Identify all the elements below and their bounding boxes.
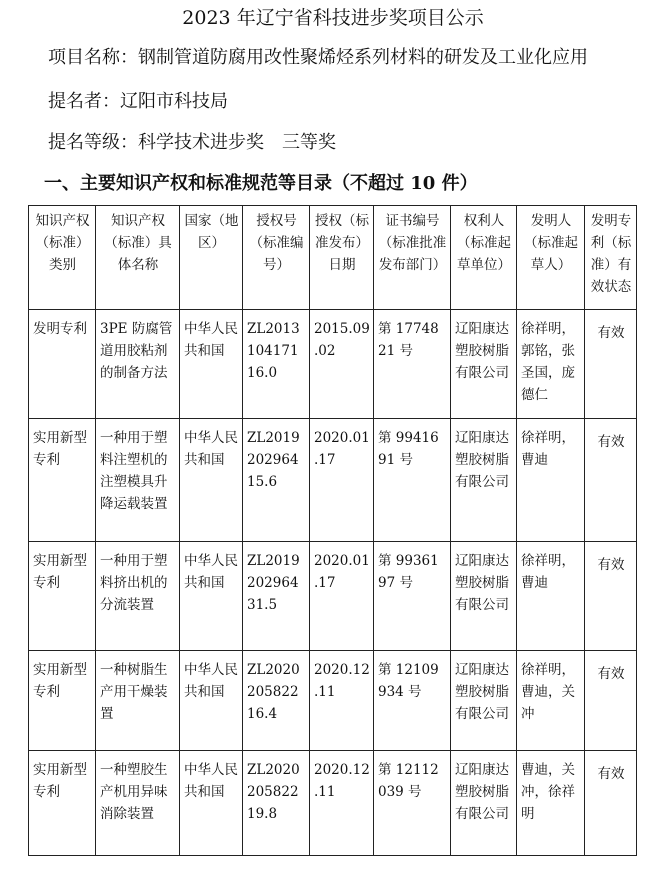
- header-date: 授权（标准发布）日期: [310, 206, 374, 310]
- cell-country: 中华人民共和国: [180, 419, 243, 542]
- cell-certificate: 第 12109934 号: [374, 651, 451, 751]
- cell-owner: 辽阳康达塑胶树脂有限公司: [451, 542, 517, 651]
- cell-inventors: 徐祥明，郭铭，张圣国，庞德仁: [517, 310, 585, 419]
- header-owner: 权利人（标准起草单位）: [451, 206, 517, 310]
- cell-number: ZL2013104171 16.0: [243, 310, 310, 419]
- table-row: [29, 542, 637, 651]
- header-number: 授权号（标准编号）: [243, 206, 310, 310]
- nominator-line: [48, 90, 228, 114]
- cell-category: 实用新型专利: [29, 651, 96, 751]
- cell-owner: 辽阳康达塑胶树脂有限公司: [451, 651, 517, 751]
- cell-category: 实用新型专利: [29, 419, 96, 542]
- nominator-value: 辽阳市科技局: [120, 91, 228, 112]
- nominator-label: 提名者：: [48, 91, 120, 112]
- cell-date: 2015.09 .02: [310, 310, 374, 419]
- cell-category: 实用新型专利: [29, 751, 96, 856]
- cell-owner: 辽阳康达塑胶树脂有限公司: [451, 419, 517, 542]
- cell-name: 一种用于塑料注塑机的注塑模具升降运载装置: [96, 419, 180, 542]
- cell-country: 中华人民共和国: [180, 651, 243, 751]
- table-row: [29, 651, 637, 751]
- table-header-row: [29, 206, 637, 310]
- cell-country: 中华人民共和国: [180, 751, 243, 856]
- cell-certificate: 第 9941691 号: [374, 419, 451, 542]
- cell-date: 2020.01 .17: [310, 419, 374, 542]
- cell-date: 2020.12 .11: [310, 751, 374, 856]
- project-name-line: [48, 46, 588, 70]
- cell-status: 有效: [585, 651, 637, 751]
- level-label: 提名等级：: [48, 132, 138, 153]
- cell-name: 3PE 防腐管道用胶粘剂的制备方法: [96, 310, 180, 419]
- project-name-value: 钢制管道防腐用改性聚烯烃系列材料的研发及工业化应用: [138, 47, 588, 68]
- cell-country: 中华人民共和国: [180, 310, 243, 419]
- cell-category: 发明专利: [29, 310, 96, 419]
- header-inventors: 发明人（标准起草人）: [517, 206, 585, 310]
- cell-status: 有效: [585, 751, 637, 856]
- cell-date: 2020.12 .11: [310, 651, 374, 751]
- header-category: 知识产权（标准）类别: [29, 206, 96, 310]
- header-country: 国家（地区）: [180, 206, 243, 310]
- cell-certificate: 第 9936197 号: [374, 542, 451, 651]
- level-line: [48, 131, 336, 155]
- cell-number: ZL2020205822 19.8: [243, 751, 310, 856]
- cell-certificate: 第 12112039 号: [374, 751, 451, 856]
- cell-number: ZL2019202964 31.5: [243, 542, 310, 651]
- cell-category: 实用新型专利: [29, 542, 96, 651]
- cell-inventors: 徐祥明，曹迪，关冲: [517, 651, 585, 751]
- cell-status: 有效: [585, 310, 637, 419]
- table-row: [29, 310, 637, 419]
- cell-country: 中华人民共和国: [180, 542, 243, 651]
- cell-inventors: 徐祥明，曹迪: [517, 419, 585, 542]
- cell-name: 一种用于塑料挤出机的分流装置: [96, 542, 180, 651]
- header-name: 知识产权（标准）具体名称: [96, 206, 180, 310]
- cell-status: 有效: [585, 419, 637, 542]
- cell-name: 一种塑胶生产机用异味消除装置: [96, 751, 180, 856]
- cell-number: ZL2019202964 15.6: [243, 419, 310, 542]
- cell-inventors: 徐祥明，曹迪: [517, 542, 585, 651]
- ip-table: [28, 205, 637, 856]
- cell-status: 有效: [585, 542, 637, 651]
- cell-owner: 辽阳康达塑胶树脂有限公司: [451, 310, 517, 419]
- cell-inventors: 曹迪，关冲，徐祥明: [517, 751, 585, 856]
- table-row: [29, 419, 637, 542]
- cell-name: 一种树脂生产用干燥装置: [96, 651, 180, 751]
- section-heading: 一、主要知识产权和标准规范等目录（不超过 10 件）: [44, 173, 478, 194]
- cell-certificate: 第 1774821 号: [374, 310, 451, 419]
- table-row: [29, 751, 637, 856]
- project-name-label: 项目名称：: [48, 47, 138, 68]
- cell-date: 2020.01 .17: [310, 542, 374, 651]
- header-status: 发明专利（标准）有效状态: [585, 206, 637, 310]
- header-certificate: 证书编号（标准批准发布部门）: [374, 206, 451, 310]
- cell-owner: 辽阳康达塑胶树脂有限公司: [451, 751, 517, 856]
- page-title: 2023 年辽宁省科技进步奖项目公示: [182, 7, 484, 29]
- level-value: 科学技术进步奖 三等奖: [138, 132, 336, 153]
- cell-number: ZL2020205822 16.4: [243, 651, 310, 751]
